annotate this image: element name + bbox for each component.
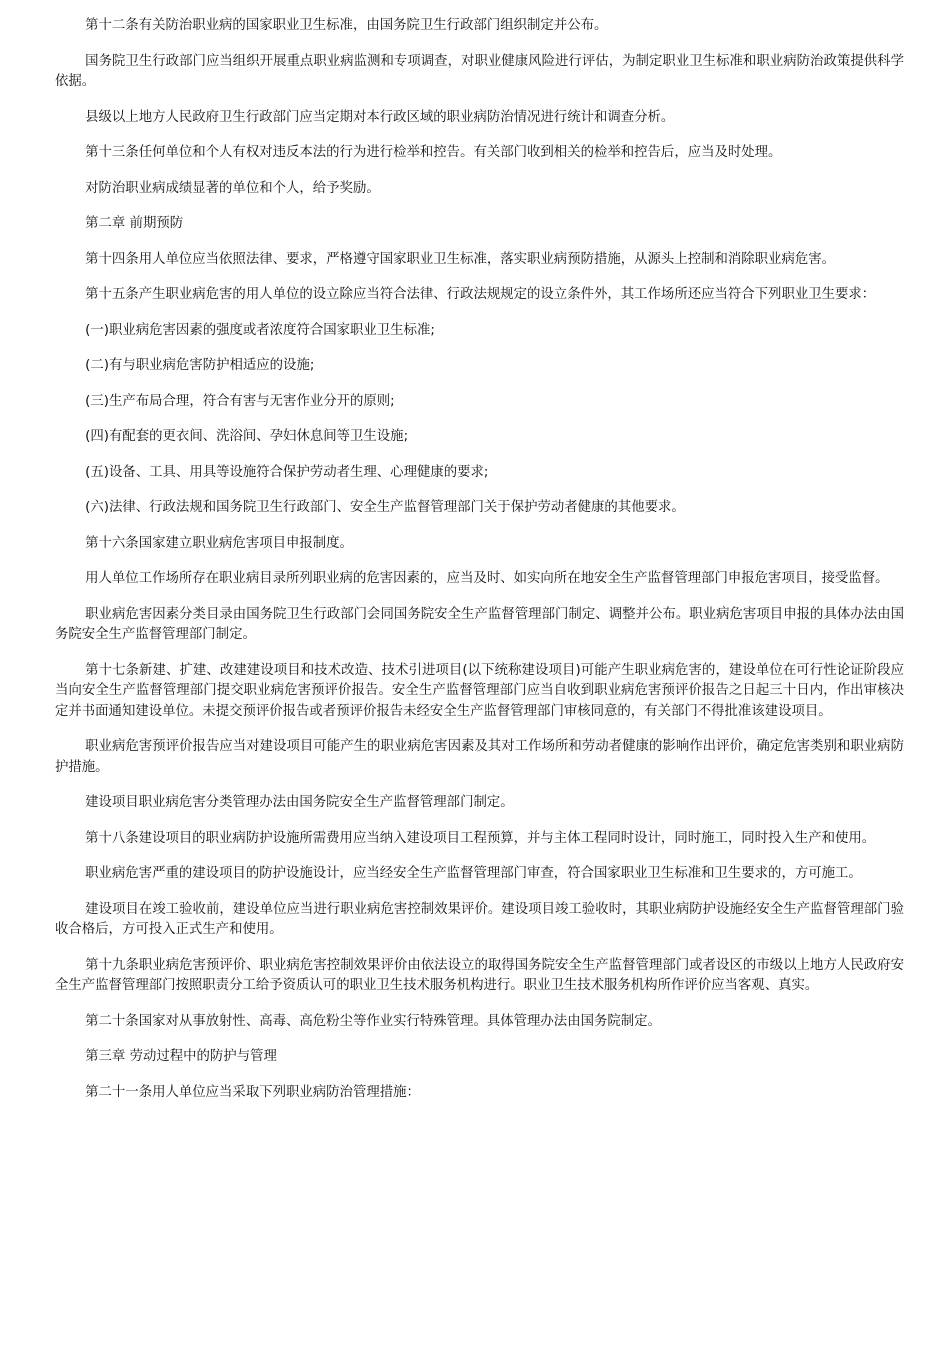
- paragraph-article-13: 第十三条任何单位和个人有权对违反本法的行为进行检举和控告。有关部门收到相关的检举和控告后，应当及时处理。: [85, 145, 782, 160]
- paragraph-article-16: 第十六条国家建立职业病危害项目申报制度。: [85, 535, 353, 551]
- paragraph-classification: 建设项目职业病危害分类管理办法由国务院安全生产监督管理部门制定。: [85, 795, 514, 810]
- paragraph-pre-evaluation: 职业病危害预评价报告应当对建设项目可能产生的职业病危害因素及其对工作场所和劳动者健康的影响作出评价，确定危害类别和职业病防护措施。: [55, 739, 904, 775]
- paragraph-article-14: 第十四条用人单位应当依照法律、要求，严格遵守国家职业卫生标准，落实职业病预防措施，从源头上控制和消除职业病危害。: [85, 251, 836, 267]
- paragraph-design-review: 职业病危害严重的建设项目的防护设施设计，应当经安全生产监督管理部门审查，符合国家职业卫生标准和卫生要求的，方可施工。: [85, 866, 862, 881]
- paragraph-article-21: 第二十一条用人单位应当采取下列职业病防治管理措施：: [85, 1084, 420, 1100]
- list-item-1: (一)职业病危害因素的强度或者浓度符合国家职业卫生标准;: [85, 322, 435, 338]
- paragraph-catalog: 职业病危害因素分类目录由国务院卫生行政部门会同国务院安全生产监督管理部门制定、调整并公布。职业病危害项目申报的具体办法由国务院安全生产监督管理部门制定。: [55, 606, 904, 642]
- list-item-2: (二)有与职业病危害防护相适应的设施;: [85, 358, 315, 373]
- paragraph-article-15: 第十五条产生职业病危害的用人单位的设立除应当符合法律、行政法规规定的设立条件外，其工作场所还应当符合下列职业卫生要求：: [85, 287, 876, 302]
- chapter-heading-3: 第三章 劳动过程中的防护与管理: [85, 1049, 277, 1064]
- paragraph-article-17: 第十七条新建、扩建、改建建设项目和技术改造、技术引进项目(以下统称建设项目)可能产生职业病危害的，建设单位在可行性论证阶段应当向安全生产监督管理部门提交职业病危害预评价报告。安全生产监督管理部门应当自收到职业病危害预评价报告之日起三十日内，作出审核决定并书面通知建设单位。未提交预评价报告或者预评价报告未经安全生产监督管理部门审核同意的，有关部门不得批准该建设项目。: [55, 662, 904, 719]
- paragraph-article-18: 第十八条建设项目的职业病防护设施所需费用应当纳入建设项目工程预算，并与主体工程同时设计，同时施工，同时投入生产和使用。: [85, 830, 876, 846]
- paragraph-acceptance: 建设项目在竣工验收前，建设单位应当进行职业病危害控制效果评价。建设项目竣工验收时，其职业病防护设施经安全生产监督管理部门验收合格后，方可投入正式生产和使用。: [55, 901, 904, 937]
- paragraph-county-statistics: 县级以上地方人民政府卫生行政部门应当定期对本行政区域的职业病防治情况进行统计和调查分析。: [85, 109, 675, 125]
- paragraph-article-20: 第二十条国家对从事放射性、高毒、高危粉尘等作业实行特殊管理。具体管理办法由国务院制定。: [85, 1013, 661, 1029]
- paragraph-monitoring: 国务院卫生行政部门应当组织开展重点职业病监测和专项调查，对职业健康风险进行评估，为制定职业卫生标准和职业病防治政策提供科学依据。: [55, 53, 904, 89]
- paragraph-declaration: 用人单位工作场所存在职业病目录所列职业病的危害因素的，应当及时、如实向所在地安全生产监督管理部门申报危害项目，接受监督。: [85, 571, 889, 586]
- chapter-heading-2: 第二章 前期预防: [85, 216, 184, 231]
- list-item-3: (三)生产布局合理，符合有害与无害作业分开的原则;: [85, 393, 395, 409]
- list-item-6: (六)法律、行政法规和国务院卫生行政部门、安全生产监督管理部门关于保护劳动者健康的其他要求。: [85, 500, 685, 515]
- paragraph-article-19: 第十九条职业病危害预评价、职业病危害控制效果评价由依法设立的取得国务院安全生产监督管理部门或者设区的市级以上地方人民政府安全生产监督管理部门按照职责分工给予资质认可的职业卫生技术服务机构进行。职业卫生技术服务机构所作评价应当客观、真实。: [55, 957, 904, 993]
- paragraph-article-12: 第十二条有关防治职业病的国家职业卫生标准，由国务院卫生行政部门组织制定并公布。: [85, 18, 608, 33]
- paragraph-rewards: 对防治职业病成绩显著的单位和个人，给予奖励。: [85, 180, 380, 196]
- list-item-4: (四)有配套的更衣间、洗浴间、孕妇休息间等卫生设施;: [85, 429, 409, 444]
- list-item-5: (五)设备、工具、用具等设施符合保护劳动者生理、心理健康的要求;: [85, 464, 489, 480]
